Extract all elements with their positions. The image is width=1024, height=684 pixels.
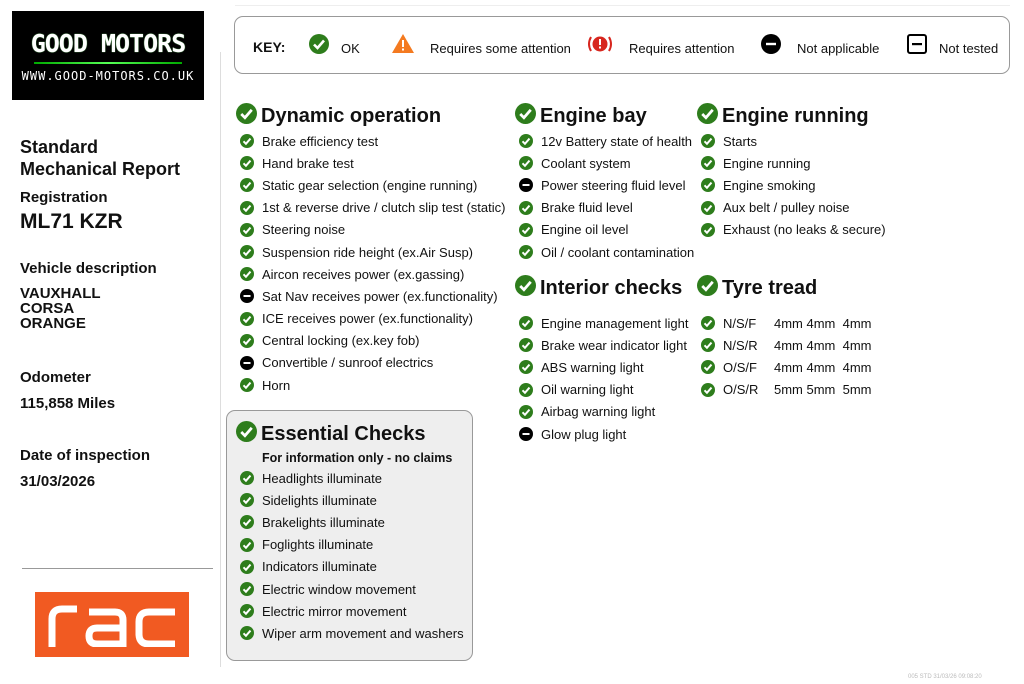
- ok-icon: [519, 316, 533, 330]
- ok-icon: [240, 201, 254, 215]
- date-value: 31/03/2026: [20, 473, 96, 490]
- check-item: [240, 511, 472, 533]
- key-ok-label: OK: [341, 41, 360, 56]
- odometer-value: 115,858 Miles: [20, 395, 116, 412]
- section-ok-icon: [697, 275, 718, 302]
- check-item-label: Hand brake test: [262, 155, 354, 171]
- not-applicable-icon: [240, 289, 254, 303]
- section-heading: [515, 275, 695, 301]
- check-item-label: Headlights illuminate: [262, 470, 382, 486]
- tyre-row: [701, 334, 907, 356]
- check-item: [519, 174, 695, 196]
- check-item: [240, 600, 472, 622]
- check-item-label: Foglights illuminate: [262, 537, 374, 553]
- check-item: [519, 241, 695, 263]
- check-item-label: Wiper arm movement and washers: [262, 625, 464, 641]
- ok-icon: [701, 178, 715, 192]
- report-title-line2: Mechanical Report: [20, 159, 181, 179]
- check-item-label: Sidelights illuminate: [262, 492, 377, 508]
- check-item-label: Sat Nav receives power (ex.functionality): [262, 288, 498, 304]
- ok-icon: [519, 338, 533, 352]
- ok-icon: [240, 626, 254, 640]
- dynamic-operation-section: [236, 103, 508, 396]
- tyre-values: 4mm 4mm 4mm: [774, 359, 872, 375]
- check-item: [240, 152, 508, 174]
- ok-icon: [240, 156, 254, 170]
- key-not-tested-label: Not tested: [939, 41, 999, 56]
- interior-list: [515, 312, 695, 445]
- check-item: [240, 130, 508, 152]
- check-item: [519, 312, 695, 334]
- ok-icon: [240, 334, 254, 348]
- check-item-label: Glow plug light: [541, 426, 627, 442]
- vehicle-make: VAUXHALL: [20, 285, 101, 302]
- check-item-label: Engine oil level: [541, 222, 629, 238]
- section-ok-icon: [236, 103, 257, 130]
- engine-running-list: [697, 130, 907, 241]
- check-item-label: Central locking (ex.key fob): [262, 333, 420, 349]
- ok-icon: [240, 493, 254, 507]
- check-item-label: Static gear selection (engine running): [262, 177, 478, 193]
- check-item-label: Airbag warning light: [541, 404, 656, 420]
- check-item-label: Convertible / sunroof electrics: [262, 355, 434, 371]
- check-item-label: Power steering fluid level: [541, 177, 686, 193]
- check-item: [240, 219, 508, 241]
- good-motors-logo: [12, 11, 204, 100]
- ok-icon: [701, 383, 715, 397]
- ok-icon: [240, 582, 254, 596]
- check-item: [519, 334, 695, 356]
- check-item: [240, 374, 508, 396]
- date-label: Date of inspection: [20, 447, 151, 464]
- section-ok-icon: [515, 103, 536, 130]
- section-heading: [515, 103, 695, 129]
- check-item: [240, 330, 508, 352]
- check-item: [519, 379, 695, 401]
- registration-label: Registration: [20, 189, 108, 206]
- key-attention-label: Requires attention: [629, 41, 735, 56]
- check-item: [519, 423, 695, 445]
- ok-icon: [240, 245, 254, 259]
- section-ok-icon: [236, 421, 257, 448]
- check-item-label: Engine smoking: [723, 177, 816, 193]
- ok-icon: [240, 604, 254, 618]
- interior-title: Interior checks: [540, 276, 683, 299]
- check-item-label: ICE receives power (ex.functionality): [262, 311, 473, 327]
- check-item: [240, 578, 472, 600]
- engine-running-section: [697, 103, 907, 241]
- check-item-label: Brakelights illuminate: [262, 514, 385, 530]
- section-ok-icon: [697, 103, 718, 130]
- check-item: [519, 356, 695, 378]
- vehicle-colour: ORANGE: [20, 315, 86, 332]
- ok-icon: [240, 515, 254, 529]
- check-item-label: Exhaust (no leaks & secure): [723, 222, 886, 238]
- interior-checks-section: [515, 275, 695, 445]
- tyre-row: [701, 379, 907, 401]
- not-tested-icon: [907, 34, 927, 54]
- rac-logo-mark: [45, 603, 179, 647]
- check-item: [240, 197, 508, 219]
- ok-icon: [240, 178, 254, 192]
- status-key: [234, 16, 1010, 74]
- tyre-tread-section: [697, 275, 907, 401]
- ok-icon: [701, 156, 715, 170]
- essential-subtitle: For information only - no claims: [262, 451, 453, 465]
- ok-icon: [519, 156, 533, 170]
- check-item-label: Engine running: [723, 155, 811, 171]
- dynamic-list: [236, 130, 508, 396]
- engine-bay-section: [515, 103, 695, 263]
- ok-icon: [240, 134, 254, 148]
- check-item-label: Starts: [723, 133, 757, 149]
- brake-warning-icon: [586, 34, 614, 54]
- check-item: [701, 197, 907, 219]
- section-heading: [697, 103, 907, 129]
- check-item-label: Horn: [262, 377, 291, 393]
- check-item: [240, 534, 472, 556]
- tyre-position: N/S/R: [723, 337, 758, 353]
- essential-list: [227, 467, 472, 645]
- check-item: [519, 401, 695, 423]
- check-item-label: Steering noise: [262, 222, 346, 238]
- check-item: [519, 152, 695, 174]
- check-item: [240, 285, 508, 307]
- tyre-position: N/S/F: [723, 315, 757, 331]
- tyre-row: [701, 312, 907, 334]
- check-item: [519, 197, 695, 219]
- key-label: KEY:: [253, 39, 286, 55]
- check-item: [240, 556, 472, 578]
- ok-icon: [240, 223, 254, 237]
- check-item: [519, 130, 695, 152]
- essential-title: Essential Checks: [261, 422, 426, 445]
- check-item-label: 1st & reverse drive / clutch slip test (static): [262, 200, 506, 216]
- ok-icon: [240, 471, 254, 485]
- section-ok-icon: [515, 275, 536, 302]
- ok-icon: [701, 134, 715, 148]
- check-item: [701, 219, 907, 241]
- engine-bay-list: [515, 130, 695, 263]
- check-item-label: Oil / coolant contamination: [541, 244, 695, 260]
- warning-triangle-icon: [391, 33, 415, 54]
- ok-icon: [519, 405, 533, 419]
- check-item-label: Oil warning light: [541, 382, 634, 398]
- tyre-values: 4mm 4mm 4mm: [774, 315, 872, 331]
- tyre-list: [697, 312, 907, 401]
- ok-icon: [309, 34, 329, 54]
- column-divider: [220, 52, 221, 667]
- check-item-label: Brake wear indicator light: [541, 337, 687, 353]
- check-item: [240, 241, 508, 263]
- ok-icon: [519, 134, 533, 148]
- footer-stamp: 005 STD 31/03/26 09:08:20: [908, 674, 982, 680]
- report-title-line1: Standard: [20, 137, 99, 157]
- check-item-label: ABS warning light: [541, 359, 644, 375]
- not-applicable-icon: [519, 427, 533, 441]
- check-item: [240, 352, 508, 374]
- check-item: [240, 622, 472, 644]
- registration-value: ML71 KZR: [20, 210, 123, 233]
- check-item: [240, 467, 472, 489]
- engine-bay-title: Engine bay: [540, 104, 647, 127]
- check-item: [701, 152, 907, 174]
- check-item-label: Coolant system: [541, 155, 631, 171]
- not-applicable-icon: [761, 34, 781, 54]
- tyre-position: O/S/F: [723, 359, 757, 375]
- check-item: [240, 308, 508, 330]
- tyre-row: [701, 356, 907, 378]
- essential-checks-panel: [226, 410, 473, 661]
- not-applicable-icon: [240, 356, 254, 370]
- check-item-label: Electric mirror movement: [262, 603, 407, 619]
- essential-checks-section: [236, 421, 472, 447]
- vehicle-label: Vehicle description: [20, 260, 157, 277]
- check-item-label: Indicators illuminate: [262, 559, 377, 575]
- check-item-label: Electric window movement: [262, 581, 416, 597]
- ok-icon: [701, 360, 715, 374]
- check-item: [240, 489, 472, 511]
- left-divider: [22, 568, 213, 569]
- vehicle-model: CORSA: [20, 300, 75, 317]
- ok-icon: [701, 338, 715, 352]
- ok-icon: [240, 312, 254, 326]
- check-item-label: 12v Battery state of health: [541, 133, 693, 149]
- not-applicable-icon: [519, 178, 533, 192]
- check-item-label: Engine management light: [541, 315, 689, 331]
- ok-icon: [519, 201, 533, 215]
- logo-url: WWW.GOOD-MOTORS.CO.UK: [21, 69, 195, 83]
- check-item: [240, 263, 508, 285]
- top-rule: [235, 5, 1010, 6]
- ok-icon: [701, 201, 715, 215]
- check-item-label: Aux belt / pulley noise: [723, 200, 850, 216]
- check-item: [701, 130, 907, 152]
- odometer-label: Odometer: [20, 369, 91, 386]
- ok-icon: [701, 223, 715, 237]
- section-heading: [236, 421, 472, 447]
- engine-running-title: Engine running: [722, 104, 869, 127]
- ok-icon: [519, 383, 533, 397]
- ok-icon: [519, 360, 533, 374]
- check-item: [701, 174, 907, 196]
- section-heading: [236, 103, 508, 129]
- tyre-values: 4mm 4mm 4mm: [774, 337, 872, 353]
- ok-icon: [701, 316, 715, 330]
- check-item-label: Brake efficiency test: [262, 133, 379, 149]
- logo-name: GOOD MOTORS: [30, 29, 186, 58]
- ok-icon: [240, 267, 254, 281]
- section-heading: [697, 275, 907, 301]
- check-item-label: Suspension ride height (ex.Air Susp): [262, 244, 474, 260]
- tyre-title: Tyre tread: [722, 276, 818, 299]
- check-item-label: Aircon receives power (ex.gassing): [262, 266, 465, 282]
- logo-divider: [34, 62, 182, 64]
- check-item-label: Brake fluid level: [541, 200, 633, 216]
- dynamic-title: Dynamic operation: [261, 104, 442, 127]
- key-some-attention-label: Requires some attention: [430, 41, 571, 56]
- ok-icon: [519, 245, 533, 259]
- check-item: [519, 219, 695, 241]
- ok-icon: [240, 378, 254, 392]
- rac-logo: [35, 592, 189, 657]
- ok-icon: [240, 560, 254, 574]
- ok-icon: [519, 223, 533, 237]
- tyre-position: O/S/R: [723, 382, 759, 398]
- tyre-values: 5mm 5mm 5mm: [774, 382, 872, 398]
- ok-icon: [240, 538, 254, 552]
- key-na-label: Not applicable: [797, 41, 880, 56]
- check-item: [240, 174, 508, 196]
